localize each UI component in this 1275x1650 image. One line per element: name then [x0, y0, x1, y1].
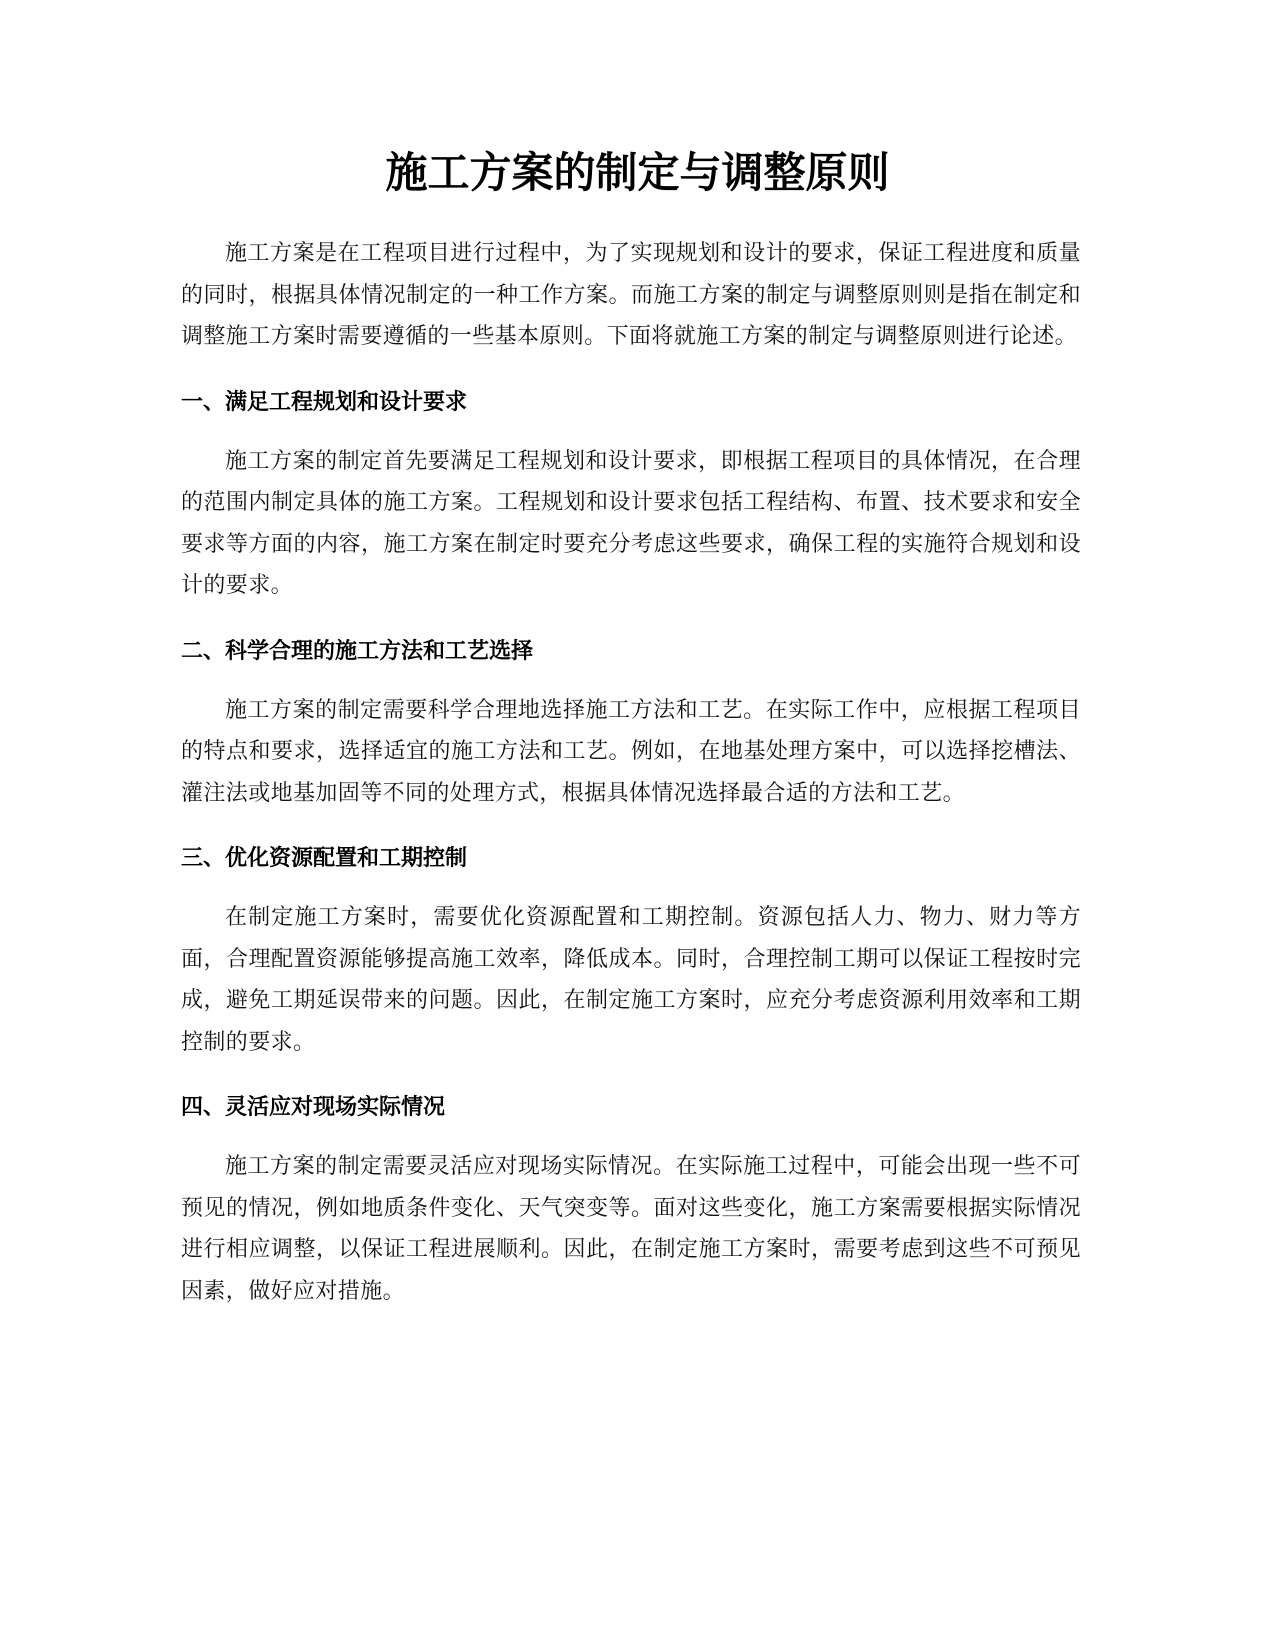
- intro-paragraph: 施工方案是在工程项目进行过程中，为了实现规划和设计的要求，保证工程进度和质量的同时，根据具体情况制定的一种工作方案。而施工方案的制定与调整原则则是指在制定和调整施工方案时需要遵循的一些基本原则。下面将就施工方案的制定与调整原则进行论述。: [181, 241, 1081, 349]
- section-paragraph: 在制定施工方案时，需要优化资源配置和工期控制。资源包括人力、物力、财力等方面，合理配置资源能够提高施工效率，降低成本。同时，合理控制工期可以保证工程按时完成，避免工期延误带来的问题。因此，在制定施工方案时，应充分考虑资源利用效率和工期控制的要求。: [181, 905, 1081, 1055]
- section-1: [181, 387, 1081, 607]
- section-heading: 二、科学合理的施工方法和工艺选择: [181, 638, 534, 664]
- section-2: [181, 636, 1081, 815]
- section-paragraph: 施工方案的制定需要灵活应对现场实际情况。在实际施工过程中，可能会出现一些不可预见的情况，例如地质条件变化、天气突变等。面对这些变化，施工方案需要根据实际情况进行相应调整，以保证工程进展顺利。因此，在制定施工方案时，需要考虑到这些不可预见因素，做好应对措施。: [181, 1154, 1081, 1304]
- section-paragraph: 施工方案的制定需要科学合理地选择施工方法和工艺。在实际工作中，应根据工程项目的特点和要求，选择适宜的施工方法和工艺。例如，在地基处理方案中，可以选择挖槽法、灌注法或地基加固等不同的处理方式，根据具体情况选择最合适的方法和工艺。: [181, 697, 1081, 806]
- section-paragraph: 施工方案的制定首先要满足工程规划和设计要求，即根据工程项目的具体情况，在合理的范围内制定具体的施工方案。工程规划和设计要求包括工程结构、布置、技术要求和安全要求等方面的内容，施工方案在制定时要充分考虑这些要求，确保工程的实施符合规划和设计的要求。: [181, 448, 1081, 598]
- section-heading: 三、优化资源配置和工期控制: [181, 846, 468, 871]
- section-heading: 四、灵活应对现场实际情况: [181, 1095, 446, 1120]
- section-heading: 一、满足工程规划和设计要求: [181, 389, 468, 415]
- document-title: 施工方案的制定与调整原则: [385, 148, 890, 197]
- document-body: [181, 233, 1081, 1312]
- section-3: [181, 843, 1081, 1063]
- section-4: [181, 1092, 1081, 1312]
